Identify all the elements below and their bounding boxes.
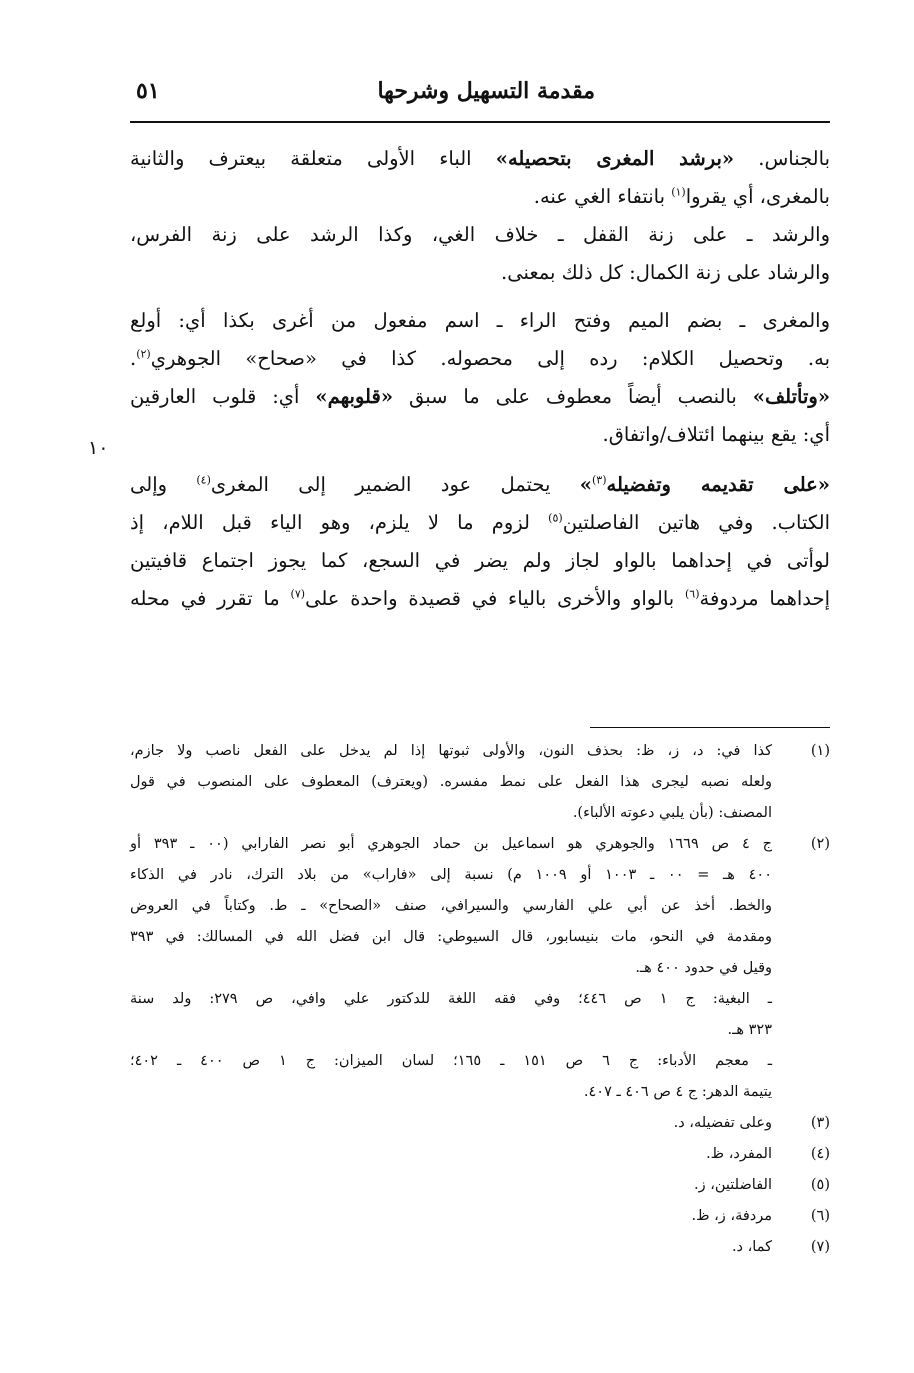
running-title: مقدمة التسهيل وشرحها	[377, 78, 595, 104]
text-line	[130, 216, 830, 254]
footnote-line: ـ معجم الأدباء: ج ٦ ص ١٥١ ـ ١٦٥؛ لسان الميزان: ج ١ ص ٤٠٠ ـ ٤٠٢؛	[130, 1053, 773, 1069]
footnote-number: (٦)	[810, 1208, 830, 1224]
page-number: ٥١	[136, 78, 160, 104]
text-run: والرشد ـ على زنة القفل ـ خلاف الغي، وكذا الرشد على زنة الفرس،	[130, 223, 830, 246]
text-run: به. وتحصيل الكلام: رده إلى محصوله. كذا في «صحاح» الجوهري	[150, 347, 830, 370]
footnote-line: ومقدمة في النحو، مات بنيسابور، قال السيوطي: قال ابن فضل الله في المسالك: في ٣٩٣	[130, 929, 772, 945]
footnote-ref: (١)	[671, 185, 686, 199]
footnote-number: (٢)	[810, 836, 830, 852]
text-run: .	[130, 347, 137, 370]
footnote-line: ٣٢٣ هـ.	[727, 1022, 772, 1038]
text-run: ما تقرر في محله	[130, 587, 280, 610]
footnote-line: ـ البغية: ج ١ ص ٤٤٦؛ وفي فقه اللغة للدكتور علي وافي، ص ٢٧٩: ولد سنة	[130, 991, 772, 1007]
text-line	[130, 178, 830, 216]
footnotes	[130, 736, 830, 1263]
footnote-line: يتيمة الدهر: ج ٤ ص ٤٠٦ ـ ٤٠٧.	[583, 1084, 772, 1100]
quoted-phrase: «قلوبهم»	[315, 385, 394, 408]
footnote-number: (٥)	[810, 1177, 830, 1193]
footnote-line: مردفة، ز، ظ.	[691, 1208, 772, 1224]
footnote-separator	[590, 727, 830, 728]
text-line	[130, 580, 830, 618]
text-run: وإلى	[130, 473, 168, 496]
footnote-ref: (٢)	[136, 347, 151, 361]
text-run: والمغرى ـ بضم الميم وفتح الراء ـ اسم مفعول من أغرى بكذا أي: أولع	[130, 309, 830, 332]
footnote-number: (٤)	[810, 1146, 830, 1162]
text-run: بالواو والأخرى بالياء في قصيدة واحدة على	[305, 587, 675, 610]
footnote-line: كما، د.	[731, 1239, 772, 1255]
footnote-ref: (٧)	[290, 587, 306, 601]
footnote-line: كذا في: د، ز، ظ: بحذف النون، والأولى ثبوتها إذا لم يدخل على الفعل ناصب ولا جازم،	[130, 743, 772, 759]
text-run: بانتفاء الغي عنه.	[533, 185, 665, 208]
quoted-phrase: «برشد المغرى بتحصيله»	[495, 147, 735, 170]
footnote-ref: (٤)	[196, 473, 211, 487]
text-run: لوأتى في إحداهما بالواو لجاز ولم يضر في السجع، كما يجوز اجتماع قافيتين	[130, 549, 830, 572]
footnote-5	[130, 1170, 830, 1201]
text-run: إحداهما مردوفة	[699, 587, 831, 610]
text-run: بالجناس.	[758, 147, 830, 170]
margin-line-marker: ١٠	[88, 437, 109, 459]
footnote-number: (٣)	[810, 1115, 830, 1131]
footnote-number: (٧)	[810, 1239, 830, 1255]
text-line	[130, 466, 830, 504]
text-run: بالنصب أيضاً معطوف على ما سبق	[408, 385, 737, 408]
text-run: أي: يقع بينهما ائتلاف/واتفاق.	[602, 423, 830, 446]
footnote-1	[130, 736, 830, 829]
quoted-phrase: «على تقديمه وتفضيله	[606, 473, 830, 496]
footnote-line: ج ٤ ص ١٦٦٩ والجوهري هو اسماعيل بن حماد الجوهري أبو نصر الفارابي (٠٠ ـ ٣٩٣ أو	[130, 836, 772, 852]
text-run: والرشاد على زنة الكمال: كل ذلك بمعنى.	[501, 261, 830, 284]
text-line	[130, 542, 830, 580]
text-run: أي: قلوب العارقين	[130, 385, 300, 408]
quote-mark: »	[579, 473, 592, 496]
text-line	[130, 504, 830, 542]
text-line	[130, 416, 830, 454]
text-run: بالمغرى، أي يقروا	[685, 185, 830, 208]
footnote-6	[130, 1201, 830, 1232]
text-run: يحتمل عود الضمير إلى المغرى	[210, 473, 551, 496]
footnote-number: (١)	[810, 743, 830, 759]
header-rule	[130, 121, 830, 123]
footnote-3	[130, 1108, 830, 1139]
text-line	[130, 340, 830, 378]
footnote-ref: (٣)	[591, 473, 607, 487]
text-line	[130, 140, 830, 178]
footnote-4	[130, 1139, 830, 1170]
footnote-line: ٤٠٠ هـ = ٠٠ ـ ١٠٠٣ أو ١٠٠٩ م) نسبة إلى «فاراب» من بلاد الترك، نادر في الذكاء	[130, 867, 773, 883]
text-line	[130, 378, 830, 416]
quoted-phrase: «وتأتلف»	[752, 385, 831, 408]
running-header	[130, 78, 830, 114]
text-run: لزوم ما لا يلزم، وهو الياء قبل اللام، إذ	[130, 511, 530, 534]
footnote-line: الفاضلتين، ز.	[693, 1177, 772, 1193]
text-line	[130, 302, 830, 340]
footnote-line: والخط. أخذ عن أبي علي الفارسي والسيرافي، صنف «الصحاح» ـ ط. وكتاباً في العروض	[130, 898, 772, 914]
footnote-line: وعلى تفضيله، د.	[673, 1115, 772, 1131]
footnote-line: المفرد، ظ.	[706, 1146, 772, 1162]
text-line	[130, 254, 830, 292]
main-text	[130, 140, 830, 618]
footnote-line: المصنف: (بأن يلبي دعوته الألباء).	[572, 805, 772, 821]
footnote-line: ولعله نصبه ليجرى هذا الفعل على نمط مفسره. (ويعترف) المعطوف على المنصوب في قول	[130, 774, 772, 790]
text-run: الباء الأولى متعلقة بيعترف والثانية	[130, 147, 472, 170]
footnote-line: وقيل في حدود ٤٠٠ هـ.	[635, 960, 772, 976]
text-run: الكتاب. وفي هاتين الفاصلتين	[562, 511, 830, 534]
footnote-2	[130, 829, 830, 1108]
footnote-7	[130, 1232, 830, 1263]
footnote-ref: (٥)	[548, 511, 563, 525]
footnote-ref: (٦)	[685, 587, 700, 601]
